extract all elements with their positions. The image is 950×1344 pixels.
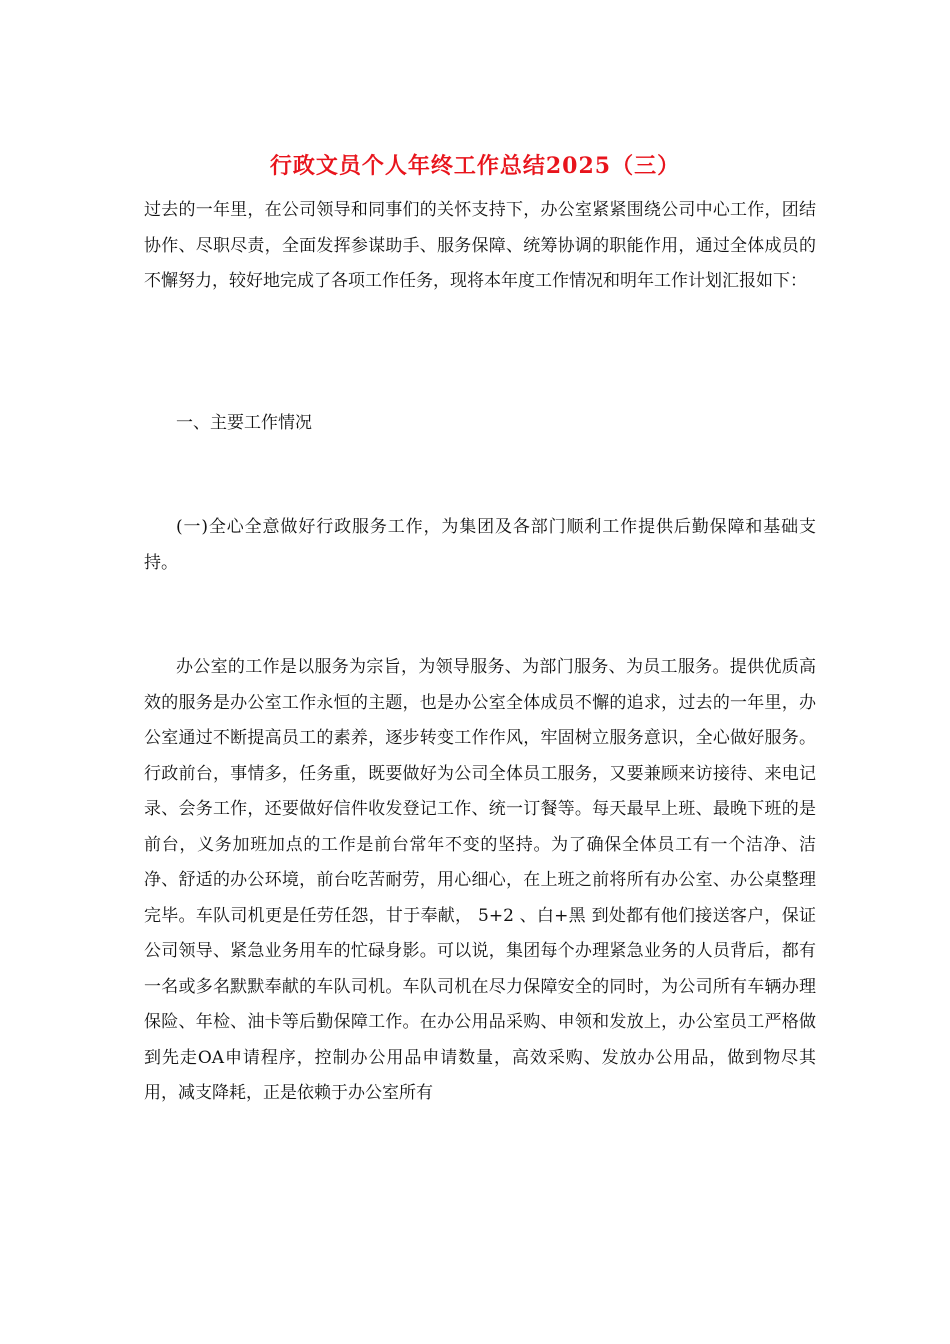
intro-paragraph: 过去的一年里，在公司领导和同事们的关怀支持下，办公室紧紧围绕公司中心工作，团结协作、尽职尽责，全面发挥参谋助手、服务保障、统筹协调的职能作用，通过全体成员的不懈努力，较好地完成了各项工作任务，现将本年度工作情况和明年工作计划汇报如下： (144, 200, 816, 291)
section-heading: 一、主要工作情况 (176, 413, 312, 433)
subsection-heading: (一)全心全意做好行政服务工作，为集团及各部门顺利工作提供后勤保障和基础支持。 (144, 517, 816, 573)
document-title: 行政文员个人年终工作总结2025（三） (269, 153, 681, 179)
body-paragraph: 办公室的工作是以服务为宗旨，为领导服务、为部门服务、为员工服务。提供优质高效的服务是办公室工作永恒的主题，也是办公室全体成员不懈的追求，过去的一年里，办公室通过不断提高员工的素养，逐步转变工作作风，牢固树立服务意识，全心做好服务。行政前台，事情多，任务重，既要做好为公司全体员工服务，又要兼顾来访接待、来电记录、会务工作，还要做好信件收发登记工作、统一订餐等。每天最早上班、最晚下班的是前台，义务加班加点的工作是前台常年不变的坚持。为了确保全体员工有一个洁净、洁净、舒适的办公环境，前台吃苦耐劳，用心细心，在上班之前将所有办公室、办公桌整理完毕。车队司机更是任劳任怨，甘于奉献， 5+2 、白+黑 到处都有他们接送客户，保证公司领导、紧急业务用车的忙碌身影。可以说，集团每个办理紧急业务的人员背后，都有一名或多名默默奉献的车队司机。车队司机在尽力保障安全的同时，为公司所有车辆办理保险、年检、油卡等后勤保障工作。在办公用品采购、申领和发放上，办公室员工严格做到先走OA申请程序，控制办公用品申请数量，高效采购、发放办公用品，做到物尽其用，减支降耗，正是依赖于办公室所有 (144, 657, 816, 1103)
